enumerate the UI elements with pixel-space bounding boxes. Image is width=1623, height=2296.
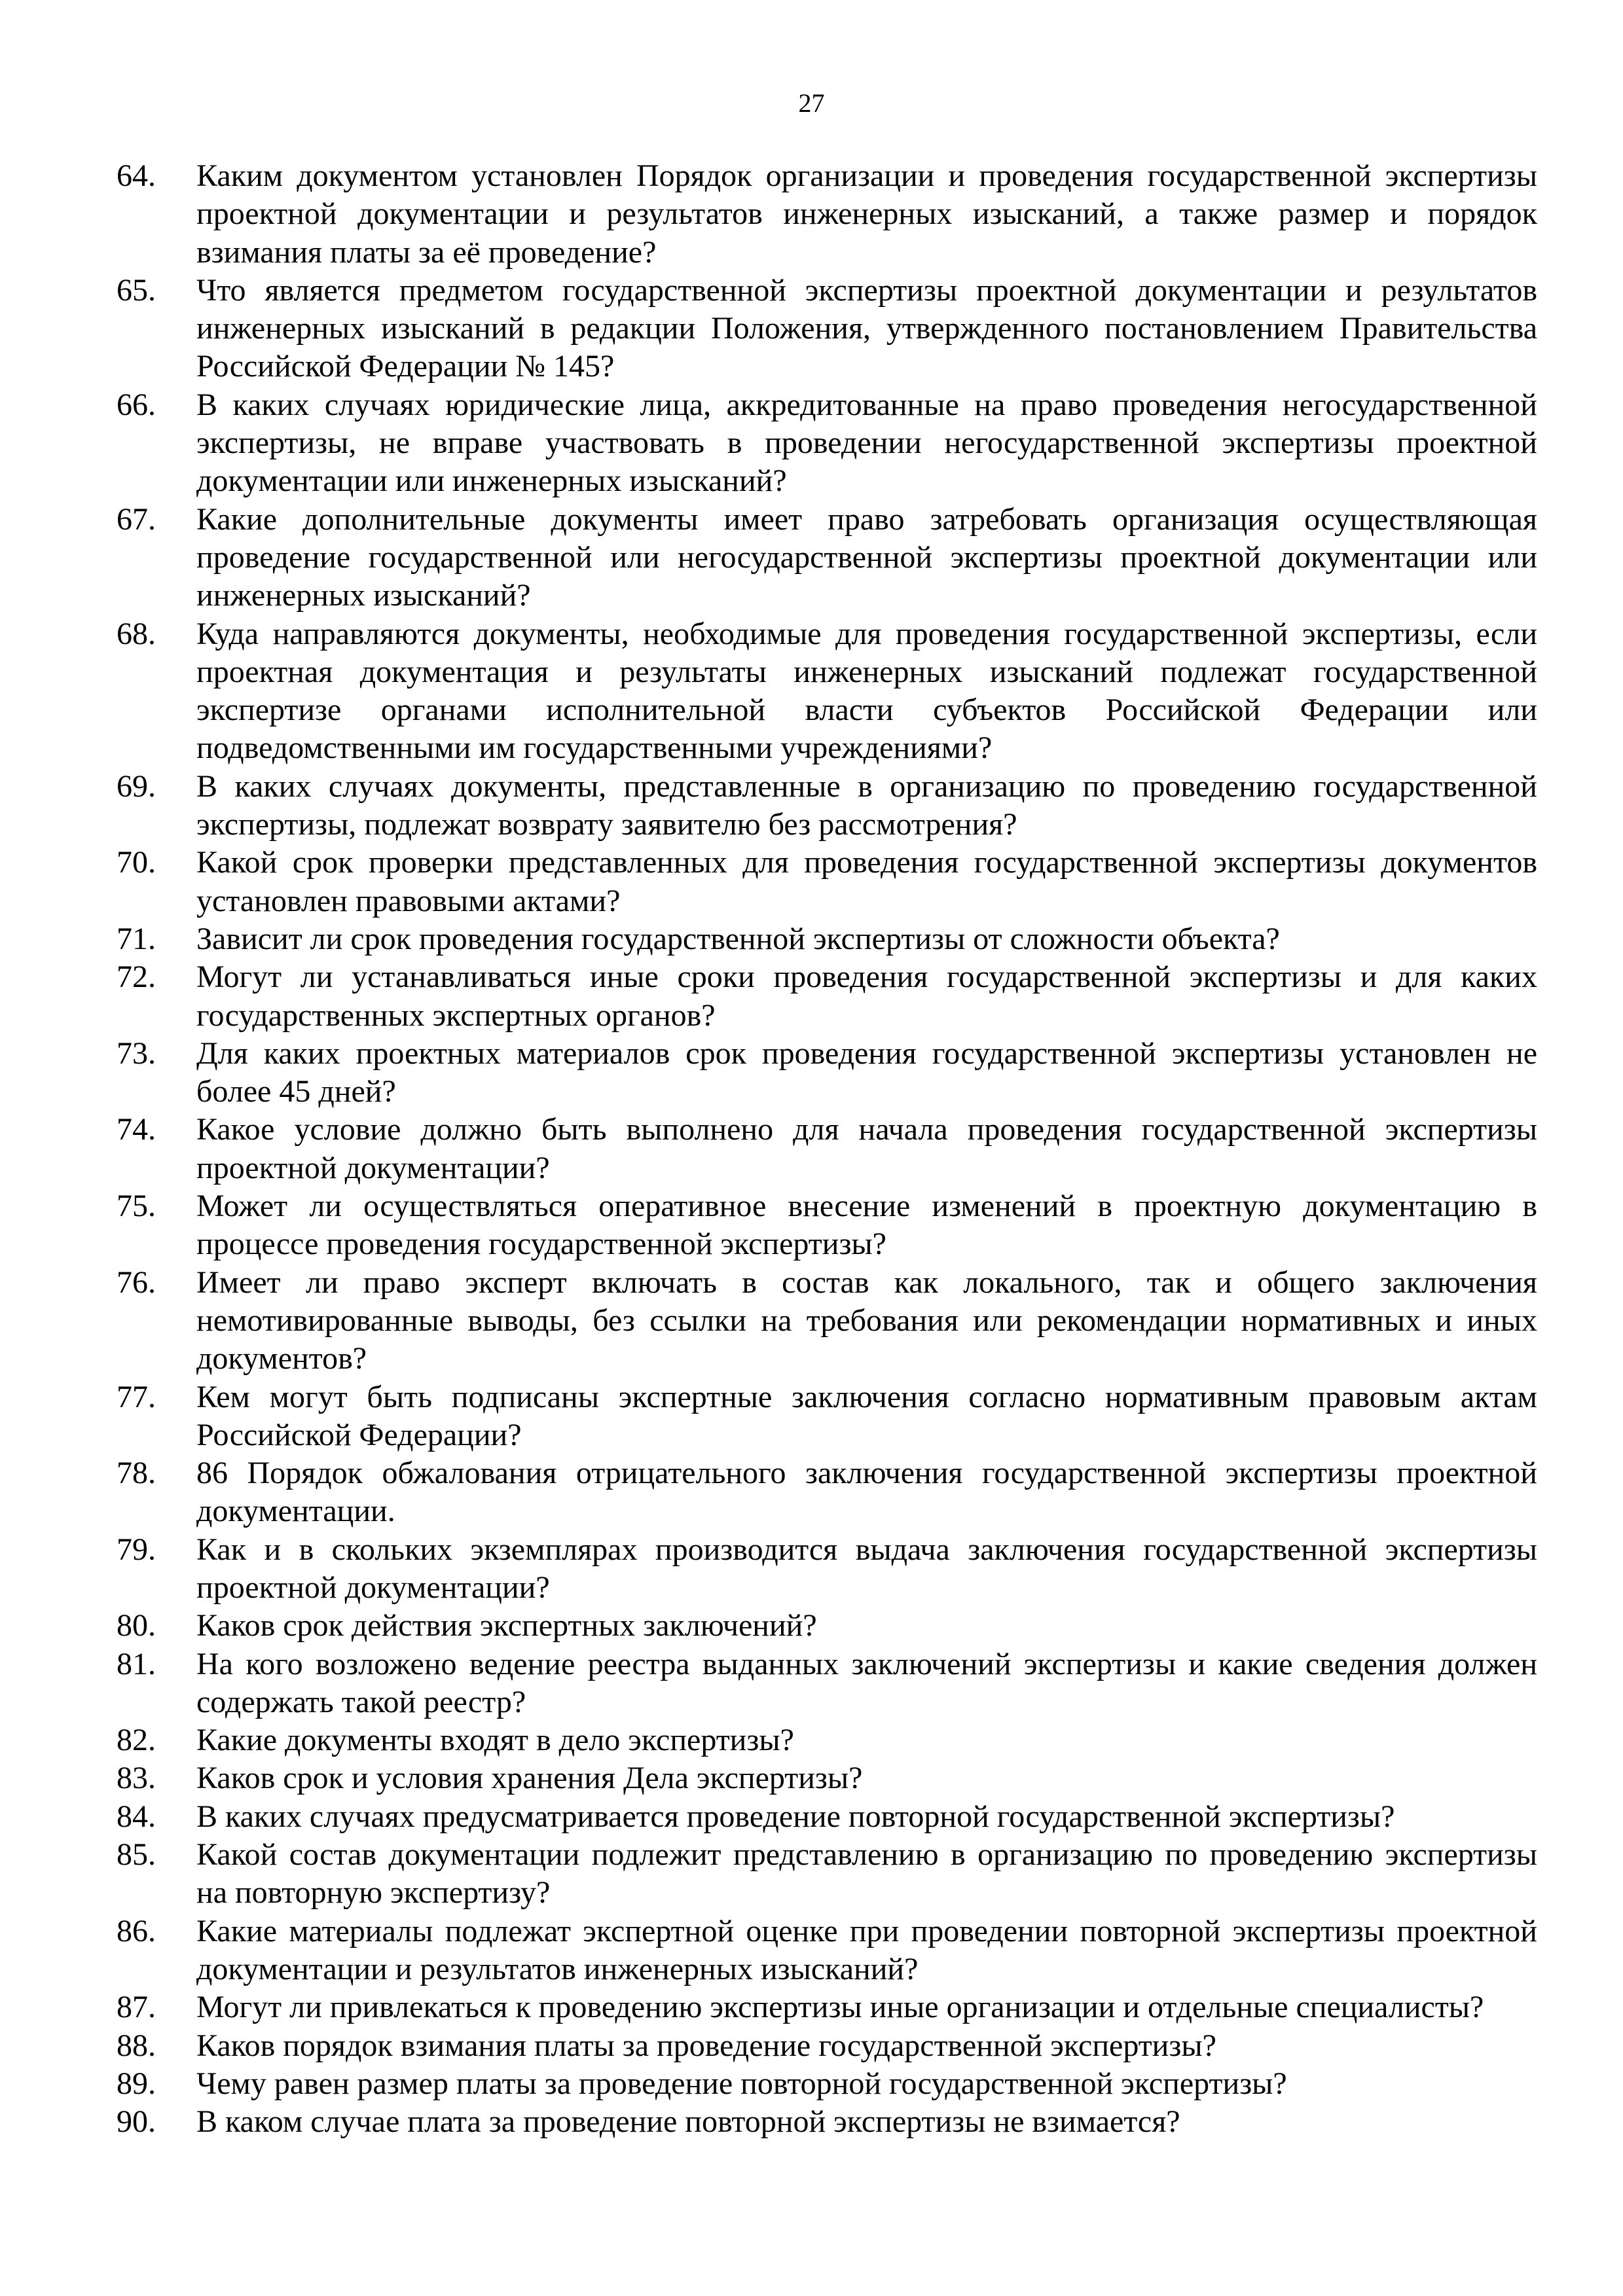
question-text: Каким документом установлен Порядок организации и проведения государственной экспертизы проектной документации и результатов инженерных изысканий, а также размер и порядок взимания платы за её проведение? — [196, 158, 1537, 270]
question-item — [117, 958, 1537, 1035]
question-item — [117, 615, 1537, 768]
question-number: 67. — [117, 501, 156, 537]
question-text: Какое условие должно быть выполнено для начала проведения государственной экспертизы проектной документации? — [196, 1112, 1537, 1185]
question-text: Куда направляются документы, необходимые для проведения государственной экспертизы, если проектная документация и результаты инженерных изысканий подлежат государственной экспертизе органами исполнительной власти субъектов Российской Федерации или подведомственными им государственными учреждениями? — [196, 616, 1537, 766]
question-item — [117, 1721, 1537, 1759]
question-number: 90. — [117, 2104, 156, 2140]
question-item — [117, 1187, 1537, 1264]
question-text: В каких случаях предусматривается проведение повторной государственной экспертизы? — [196, 1799, 1395, 1834]
question-text: Что является предметом государственной экспертизы проектной документации и результатов инженерных изысканий в редакции Положения, утвержденного постановлением Правительства Российской Федерации № 145? — [196, 272, 1537, 384]
question-number: 64. — [117, 158, 156, 193]
question-text: Какие материалы подлежат экспертной оценке при проведении повторной экспертизы проектной документации и результатов инженерных изысканий? — [196, 1913, 1537, 1986]
question-item — [117, 1836, 1537, 1912]
question-number: 82. — [117, 1723, 156, 1758]
question-number: 72. — [117, 960, 156, 995]
question-item — [117, 1759, 1537, 1797]
question-number: 88. — [117, 2028, 156, 2063]
question-text: Каков порядок взимания платы за проведение государственной экспертизы? — [196, 2028, 1216, 2063]
question-number: 76. — [117, 1265, 156, 1300]
question-text: В каких случаях юридические лица, аккредитованные на право проведения негосударственной экспертизы, не вправе участвовать в проведении негосударственной экспертизы проектной документации или инженерных изысканий? — [196, 387, 1537, 499]
question-text: Могут ли привлекаться к проведению экспертизы иные организации и отдельные специалисты? — [196, 1990, 1484, 2025]
question-item — [117, 157, 1537, 272]
question-number: 75. — [117, 1189, 156, 1224]
question-item — [117, 272, 1537, 386]
question-list — [117, 157, 1537, 2141]
question-number: 69. — [117, 768, 156, 804]
question-text: Имеет ли право эксперт включать в состав как локального, так и общего заключения немотивированные выводы, без ссылки на требования или рекомендации нормативных и иных документов? — [196, 1265, 1537, 1376]
question-item — [117, 1035, 1537, 1111]
question-number: 84. — [117, 1799, 156, 1834]
question-text: Кем могут быть подписаны экспертные заключения согласно нормативным правовым актам Российской Федерации? — [196, 1379, 1537, 1452]
question-number: 83. — [117, 1761, 156, 1796]
question-item — [117, 920, 1537, 958]
question-number: 74. — [117, 1112, 156, 1147]
question-number: 70. — [117, 845, 156, 880]
question-item — [117, 1912, 1537, 1989]
question-number: 79. — [117, 1532, 156, 1567]
question-text: Какие документы входят в дело экспертизы? — [196, 1723, 794, 1758]
question-item — [117, 1988, 1537, 2026]
question-text: Какой состав документации подлежит представлению в организацию по проведению экспертизы на повторную экспертизу? — [196, 1837, 1537, 1910]
question-item — [117, 1378, 1537, 1455]
question-number: 89. — [117, 2066, 156, 2101]
question-number: 73. — [117, 1035, 156, 1071]
question-number: 80. — [117, 1608, 156, 1643]
question-item — [117, 1264, 1537, 1378]
question-text: Как и в скольких экземплярах производится выдача заключения государственной экспертизы проектной документации? — [196, 1532, 1537, 1605]
question-item — [117, 1531, 1537, 1607]
question-text: Зависит ли срок проведения государственной экспертизы от сложности объекта? — [196, 921, 1280, 956]
question-text: Чему равен размер платы за проведение повторной государственной экспертизы? — [196, 2066, 1287, 2101]
question-text: 86 Порядок обжалования отрицательного заключения государственной экспертизы проектной документации. — [196, 1456, 1537, 1529]
question-number: 81. — [117, 1646, 156, 1681]
question-number: 78. — [117, 1456, 156, 1491]
question-text: Могут ли устанавливаться иные сроки проведения государственной экспертизы и для каких государственных экспертных органов? — [196, 960, 1537, 1033]
question-item — [117, 768, 1537, 844]
question-number: 71. — [117, 921, 156, 956]
page-number: 27 — [798, 88, 825, 118]
question-item — [117, 501, 1537, 615]
question-number: 87. — [117, 1990, 156, 2025]
question-text: Может ли осуществляться оперативное внесение изменений в проектную документацию в процессе проведения государственной экспертизы? — [196, 1189, 1537, 1262]
question-text: На кого возложено ведение реестра выданных заключений экспертизы и какие сведения должен содержать такой реестр? — [196, 1646, 1537, 1719]
question-item — [117, 1607, 1537, 1645]
question-item — [117, 386, 1537, 501]
question-number: 77. — [117, 1379, 156, 1414]
question-text: В каких случаях документы, представленные в организацию по проведению государственной экспертизы, подлежат возврату заявителю без рассмотрения? — [196, 768, 1537, 842]
question-item — [117, 2103, 1537, 2141]
question-number: 86. — [117, 1913, 156, 1948]
question-number: 85. — [117, 1837, 156, 1873]
question-number: 65. — [117, 272, 156, 308]
question-number: 68. — [117, 616, 156, 651]
question-item — [117, 1454, 1537, 1531]
question-number: 66. — [117, 387, 156, 422]
question-text: Какой срок проверки представленных для проведения государственной экспертизы документов установлен правовыми актами? — [196, 845, 1537, 918]
question-item — [117, 844, 1537, 920]
question-text: Для каких проектных материалов срок проведения государственной экспертизы установлен не более 45 дней? — [196, 1035, 1537, 1109]
question-text: Каков срок и условия хранения Дела экспертизы? — [196, 1761, 863, 1796]
question-item — [117, 1645, 1537, 1722]
question-text: В каком случае плата за проведение повторной экспертизы не взимается? — [196, 2104, 1180, 2140]
question-item — [117, 1111, 1537, 1187]
question-item — [117, 1798, 1537, 1836]
question-text: Какие дополнительные документы имеет право затребовать организация осуществляющая проведение государственной или негосударственной экспертизы проектной документации или инженерных изысканий? — [196, 501, 1537, 613]
question-item — [117, 2027, 1537, 2065]
question-text: Каков срок действия экспертных заключений? — [196, 1608, 817, 1643]
question-item — [117, 2065, 1537, 2103]
